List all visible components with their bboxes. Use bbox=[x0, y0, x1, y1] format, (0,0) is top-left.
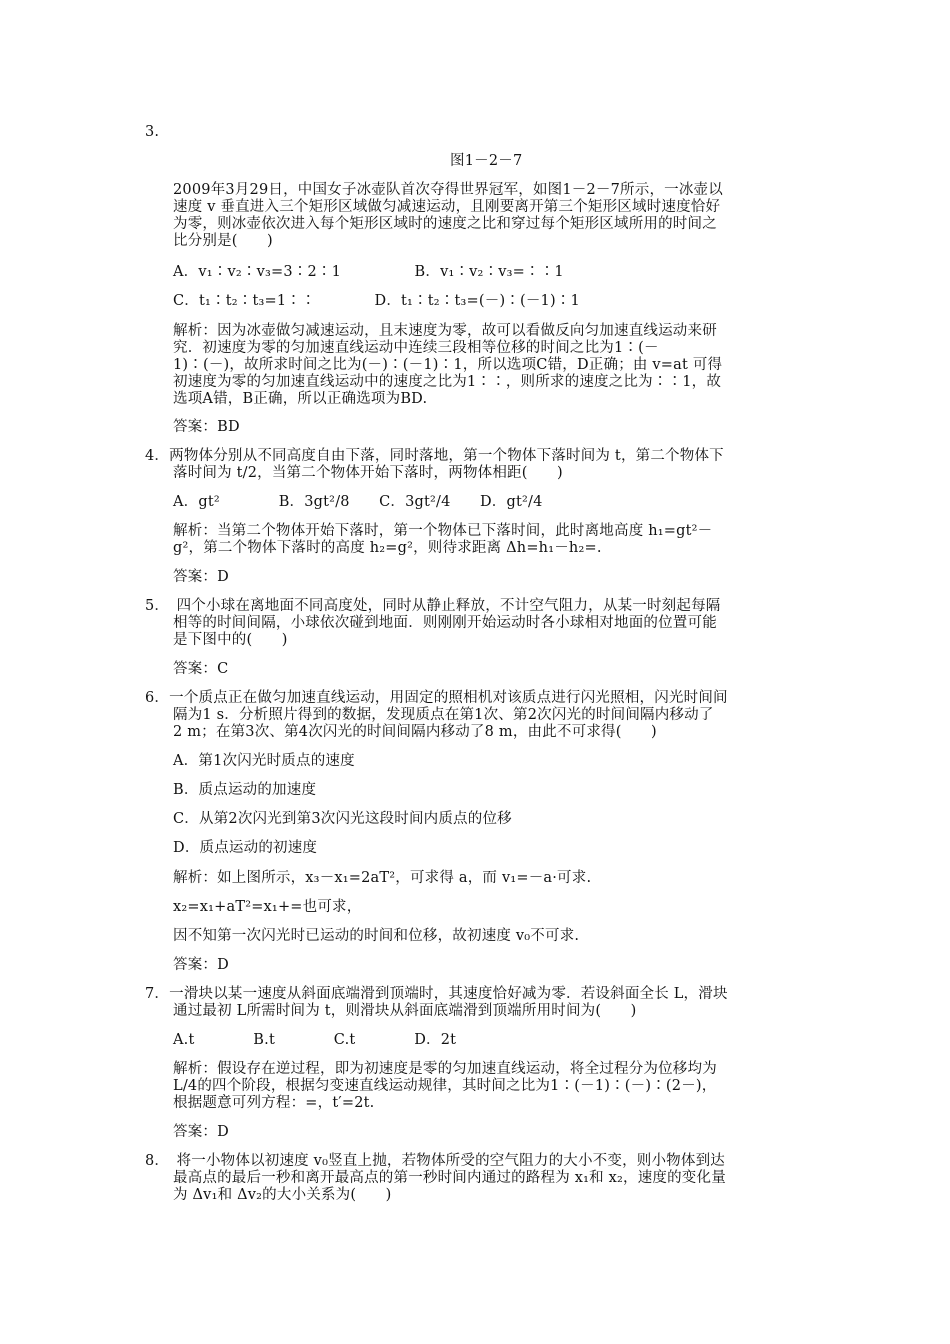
analysis-text: 解析：当第二个物体开始下落时，第一个物体已下落时间，此时离地高度 h₁=gt²－ bbox=[173, 523, 713, 539]
answer-line: 答案：D bbox=[173, 1124, 229, 1140]
option-d: D．质点运动的初速度 bbox=[173, 840, 318, 856]
options-line: A．v₁∶v₂∶v₃=3∶2∶1 B．v₁∶v₂∶v₃=∶∶1 bbox=[173, 264, 564, 280]
figure-caption: 图1－2－7 bbox=[450, 153, 523, 169]
question-text: 相等的时间间隔，小球依次碰到地面．则刚刚开始运动时各小球相对地面的位置可能 bbox=[173, 615, 717, 631]
question-text: 隔为1 s．分析照片得到的数据，发现质点在第1次、第2次闪光的时间间隔内移动了 bbox=[173, 707, 714, 723]
question-text: 4．两物体分别从不同高度自由下落，同时落地，第一个物体下落时间为 t，第二个物体下 bbox=[145, 448, 724, 464]
answer-line: 答案：C bbox=[173, 661, 229, 677]
question-text: 最高点的最后一秒和离开最高点的第一秒时间内通过的路程为 x₁和 x₂，速度的变化量 bbox=[173, 1170, 726, 1186]
options-line: C．t₁∶t₂∶t₃=1∶∶ D．t₁∶t₂∶t₃=(－)∶(－1)∶1 bbox=[173, 293, 580, 309]
analysis-text: x₂=x₁+aT²=x₁+=也可求， bbox=[173, 899, 362, 915]
analysis-text: g²，第二个物体下落时的高度 h₂=g²，则待求距离 Δh=h₁－h₂=. bbox=[173, 540, 602, 556]
question-text: 为零，则冰壶依次进入每个矩形区域时的速度之比和穿过每个矩形区域所用的时间之 bbox=[173, 216, 717, 232]
question-text: 2 m；在第3次、第4次闪光的时间间隔内移动了8 m，由此不可求得( ) bbox=[173, 724, 657, 740]
question-text: 6．一个质点正在做匀加速直线运动，用固定的照相机对该质点进行闪光照相，闪光时间间 bbox=[145, 690, 728, 706]
analysis-text: 1)∶(－)，故所求时间之比为(－)∶(－1)∶1，所以选项C错，D正确；由 v=at 可得 bbox=[173, 357, 723, 373]
analysis-text: 因不知第一次闪光时已运动的时间和位移，故初速度 v₀不可求. bbox=[173, 928, 580, 944]
question-text: 8． 将一小物体以初速度 v₀竖直上抛，若物体所受的空气阻力的大小不变，则小物体到达 bbox=[145, 1153, 725, 1169]
question-text: 2009年3月29日，中国女子冰壶队首次夺得世界冠军，如图1－2－7所示，一冰壶以 bbox=[173, 182, 723, 198]
question-text: 通过最初 L所需时间为 t，则滑块从斜面底端滑到顶端所用时间为( ) bbox=[173, 1003, 637, 1019]
option-c: C．从第2次闪光到第3次闪光这段时间内质点的位移 bbox=[173, 811, 512, 827]
answer-line: 答案：BD bbox=[173, 419, 240, 435]
answer-line: 答案：D bbox=[173, 569, 229, 585]
analysis-text: L/4的四个阶段，根据匀变速直线运动规律，其时间之比为1∶(－1)∶(－)∶(2－)， bbox=[173, 1078, 717, 1094]
analysis-text: 解析：如上图所示，x₃－x₁=2aT²，可求得 a，而 v₁=－a·可求. bbox=[173, 870, 592, 886]
analysis-text: 选项A错，B正确，所以正确选项为BD. bbox=[173, 391, 428, 407]
options-line: A．gt² B．3gt²/8 C．3gt²/4 D．gt²/4 bbox=[173, 494, 543, 510]
options-line: A.t B.t C.t D．2t bbox=[173, 1032, 457, 1048]
question-text: 5． 四个小球在离地面不同高度处，同时从静止释放，不计空气阻力，从某一时刻起每隔 bbox=[145, 598, 721, 614]
question-text: 7．一滑块以某一速度从斜面底端滑到顶端时，其速度恰好减为零．若设斜面全长 L，滑块 bbox=[145, 986, 728, 1002]
question-text: 速度 v 垂直进入三个矩形区域做匀减速运动，且刚要离开第三个矩形区域时速度恰好 bbox=[173, 199, 721, 215]
analysis-text: 初速度为零的匀加速直线运动中的速度之比为1∶∶，则所求的速度之比为∶∶1，故 bbox=[173, 374, 722, 390]
question-text: 为 Δv₁和 Δv₂的大小关系为( ) bbox=[173, 1187, 392, 1203]
answer-line: 答案：D bbox=[173, 957, 229, 973]
option-a: A．第1次闪光时质点的速度 bbox=[173, 753, 355, 769]
analysis-text: 根据题意可列方程：=，t′=2t. bbox=[173, 1095, 375, 1111]
question-text: 是下图中的( ) bbox=[173, 632, 288, 648]
analysis-text: 究．初速度为零的匀加速直线运动中连续三段相等位移的时间之比为1∶(－ bbox=[173, 340, 659, 356]
question-text: 落时间为 t/2，当第二个物体开始下落时，两物体相距( ) bbox=[173, 465, 563, 481]
analysis-text: 解析：因为冰壶做匀减速运动，且末速度为零，故可以看做反向匀加速直线运动来研 bbox=[173, 323, 717, 339]
question-number: 3. bbox=[145, 124, 160, 140]
analysis-text: 解析：假设存在逆过程，即为初速度是零的匀加速直线运动，将全过程分为位移均为 bbox=[173, 1061, 717, 1077]
question-text: 比分别是( ) bbox=[173, 233, 273, 249]
option-b: B．质点运动的加速度 bbox=[173, 782, 317, 798]
